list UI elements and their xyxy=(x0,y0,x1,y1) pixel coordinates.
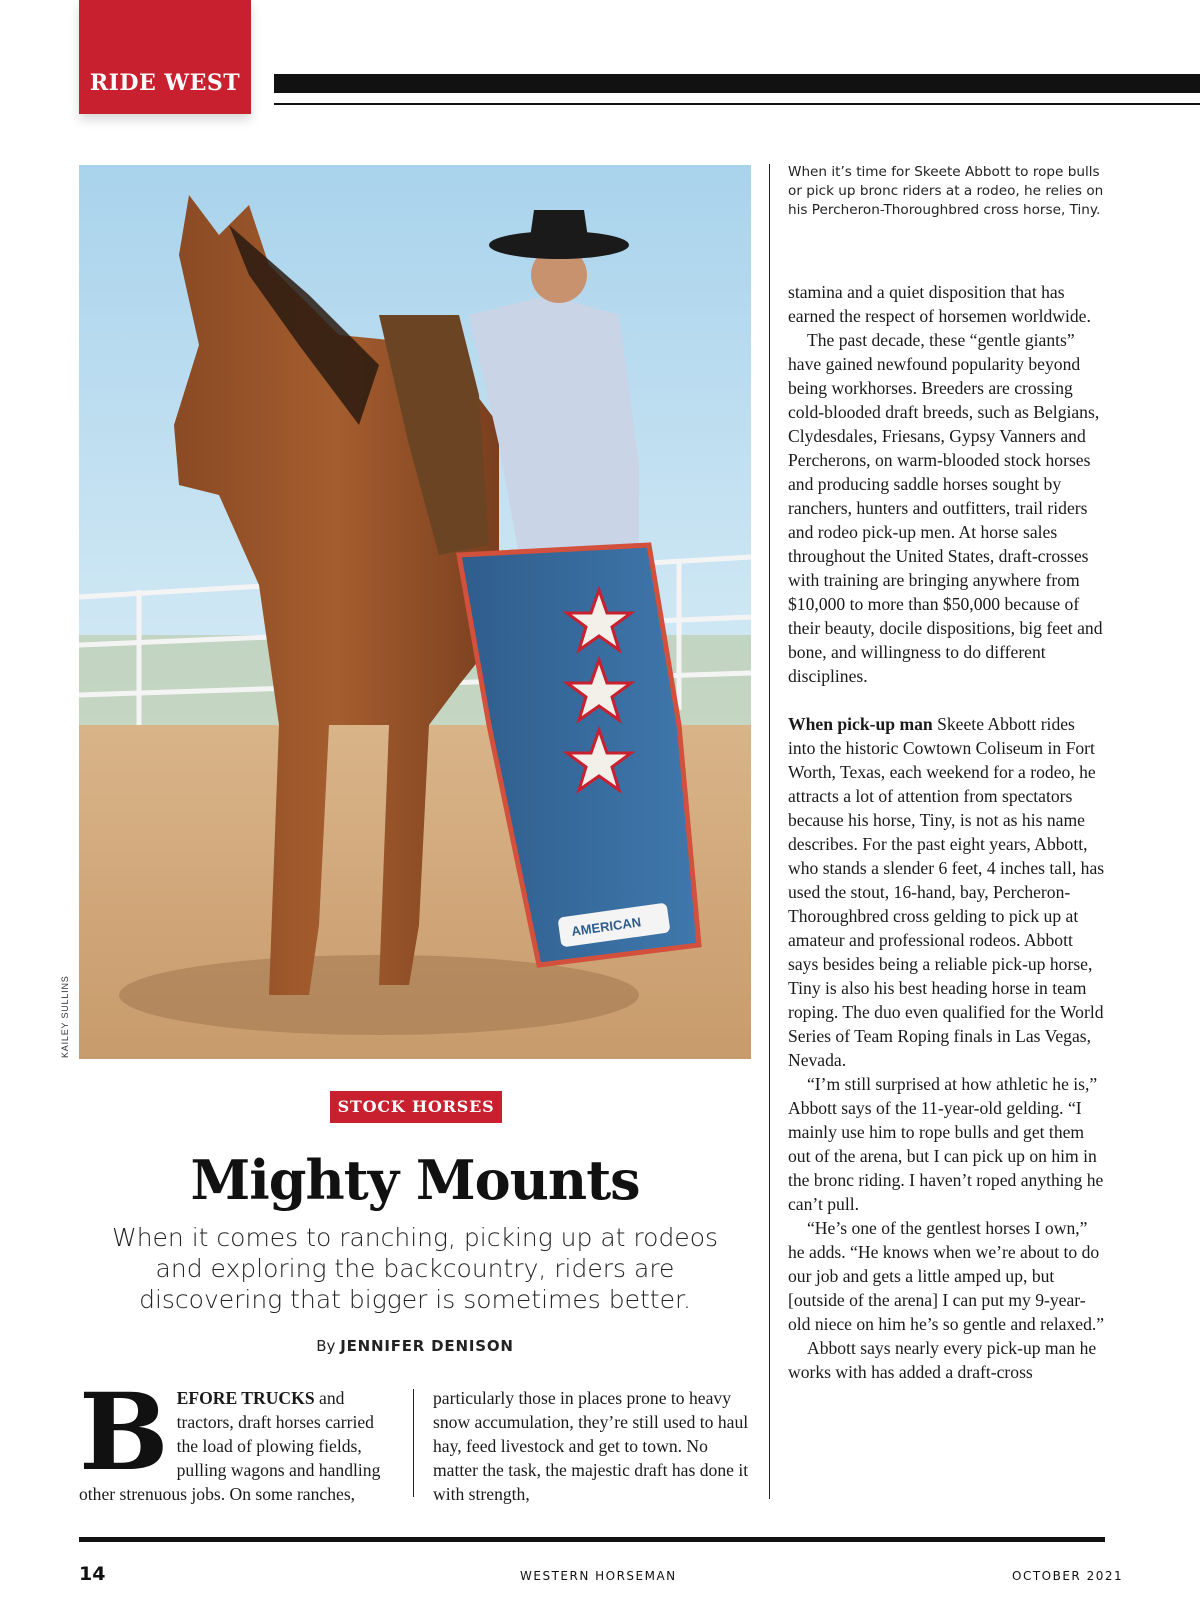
byline-prefix: By xyxy=(316,1337,336,1355)
paragraph: “I’m still surprised at how athletic he is,” Abbott says of the 11-year-old gelding. “I mainly use him to rope bulls and get them out of the arena, but I can pick up on him in the bronc riding. I haven’t roped anything he can’t pull. xyxy=(788,1074,1104,1214)
section-paragraph xyxy=(788,712,1106,1072)
paragraph: particularly those in places prone to heavy snow accumulation, they’re still used to haul hay, feed livestock and get to town. No matter the task, the majestic draft has done it with strength, xyxy=(433,1388,749,1504)
paragraph: stamina and a quiet disposition that has earned the respect of horsemen worldwide. xyxy=(788,282,1091,326)
lead-caps: EFORE TRUCKS xyxy=(176,1388,315,1408)
page-number: 14 xyxy=(79,1563,106,1585)
paragraph: The past decade, these “gentle giants” have gained newfound popularity beyond being workhorses. Breeders are crossing cold-blooded draft breeds, such as Belgians, Clydesdales, Friesans, Gypsy Vanners and Percherons, on warm-blooded stock horses and producing saddle horses sought by ranchers, hunters and outfitters, trail riders and rodeo pick-up men. At horse sales throughout the United States, draft-crosses with training are bringing anywhere from $10,000 to more than $50,000 because of their beauty, docile dispositions, big feet and bone, and willingness to do different disciplines. xyxy=(788,330,1103,686)
body-column-1 xyxy=(79,1369,391,1506)
issue-date: OCTOBER 2021 xyxy=(1012,1569,1124,1583)
byline xyxy=(79,1337,751,1355)
footer-rule xyxy=(79,1537,1105,1542)
column-divider-left xyxy=(413,1389,414,1497)
section-label: RIDE WEST xyxy=(89,70,241,96)
photo-caption: When it’s time for Skeete Abbott to rope bulls or pick up bronc riders at a rodeo, he relies on his Percheron-Thoroughbred cross horse, Tiny. xyxy=(788,164,1104,218)
section-tag xyxy=(79,0,251,114)
paragraph: “He’s one of the gentlest horses I own,” he adds. “He knows when we’re about to do our job and gets a little amped up, but [outside of the arena] I can put my 9-year-old niece on him he’s so gentle and relaxed.” xyxy=(788,1218,1105,1334)
section-lead-in: When pick-up man xyxy=(788,714,933,734)
header-rule-thick xyxy=(274,74,1200,93)
chaps-logo-text: AMERICAN xyxy=(570,914,642,939)
column-divider-right xyxy=(769,164,770,1499)
lead-text: and tractors, draft horses carried the load of plowing fields, pulling wagons and handling other strenuous jobs. On some ranches, xyxy=(79,1388,381,1504)
body-column-2 xyxy=(433,1386,751,1506)
article-title: Mighty Mounts xyxy=(190,1148,640,1212)
feature-photo xyxy=(79,165,751,1059)
author-name: JENNIFER DENISON xyxy=(340,1337,514,1355)
drop-cap: B xyxy=(79,1369,169,1494)
paragraph: Abbott says nearly every pick-up man he works with has added a draft-cross xyxy=(788,1338,1097,1382)
photo-credit: KAILEY SULLINS xyxy=(60,975,70,1058)
kicker-label: STOCK HORSES xyxy=(330,1091,502,1123)
article-dek: When it comes to ranching, picking up at rodeos and exploring the backcountry, riders are discovering that bigger is sometimes better. xyxy=(111,1223,719,1314)
magazine-name: WESTERN HORSEMAN xyxy=(520,1569,677,1583)
header-rule-thin xyxy=(274,103,1200,105)
lead-paragraph xyxy=(79,1369,391,1506)
body-column-3 xyxy=(788,280,1106,1384)
section-text: Skeete Abbott rides into the historic Cowtown Coliseum in Fort Worth, Texas, each weekend for a rodeo, he attracts a lot of attention from spectators because his horse, Tiny, is not as his name describes. For the past eight years, Abbott, who stands a slender 6 feet, 4 inches tall, has used the stout, 16-hand, bay, Percheron-Thoroughbred cross gelding to pick up at amateur and professional rodeos. Abbott says besides being a reliable pick-up horse, Tiny is also his best heading horse in team roping. The duo even qualified for the World Series of Team Roping finals in Las Vegas, Nevada. xyxy=(788,714,1105,1070)
